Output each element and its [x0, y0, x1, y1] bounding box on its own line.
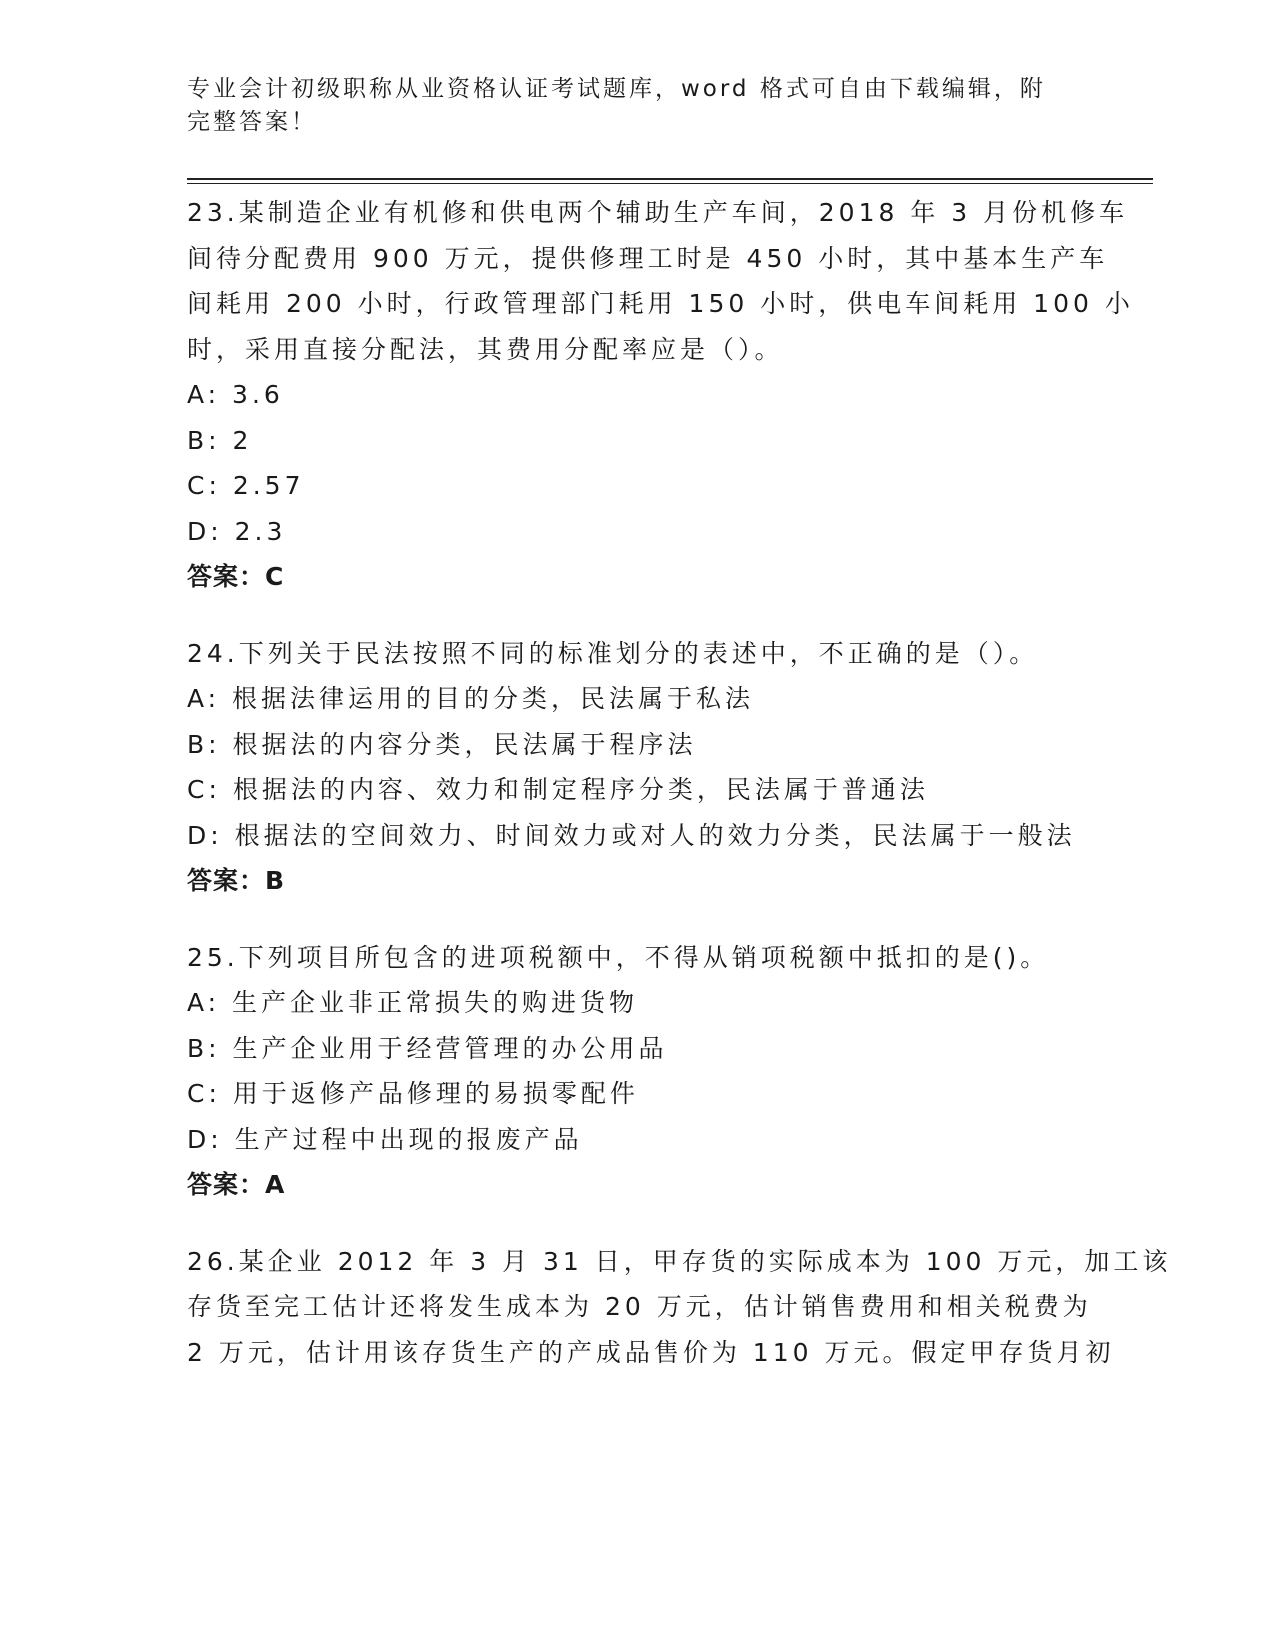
answer-label: 答案：B	[187, 866, 286, 895]
option-b: B: 生产企业用于经营管理的办公用品	[187, 1033, 668, 1063]
answer-label: 答案：C	[187, 562, 285, 591]
header-divider-thin	[187, 183, 1153, 184]
option-d: D: 生产过程中出现的报废产品	[187, 1124, 583, 1154]
question-stem-line: 时，采用直接分配法，其费用分配率应是（）。	[187, 334, 784, 364]
answer-label: 答案：A	[187, 1170, 286, 1199]
header-divider-thick	[187, 178, 1153, 180]
question-stem-line: 间待分配费用 900 万元，提供修理工时是 450 小时，其中基本生产车	[187, 243, 1109, 273]
question-stem-line: 2 万元，估计用该存货生产的产成品售价为 110 万元。假定甲存货月初	[187, 1337, 1115, 1367]
option-d: D: 根据法的空间效力、时间效力或对人的效力分类，民法属于一般法	[187, 820, 1076, 850]
option-b: B: 根据法的内容分类，民法属于程序法	[187, 729, 697, 759]
option-c: C: 根据法的内容、效力和制定程序分类，民法属于普通法	[187, 775, 929, 804]
option-b: B: 2	[187, 425, 253, 455]
question-list	[187, 190, 1172, 1406]
question-stem-line: 24.下列关于民法按照不同的标准划分的表述中，不正确的是（）。	[187, 638, 1039, 668]
question-24	[187, 631, 1087, 904]
question-stem-line: 23.某制造企业有机修和供电两个辅助生产车间，2018 年 3 月份机修车	[187, 198, 1129, 227]
option-d: D: 2.3	[187, 516, 287, 546]
option-a: A: 根据法律运用的目的分类，民法属于私法	[187, 684, 755, 713]
question-stem-line: 存货至完工估计还将发生成本为 20 万元，估计销售费用和相关税费为	[187, 1292, 1092, 1321]
option-a: A: 生产企业非正常损失的购进货物	[187, 988, 639, 1017]
question-23	[187, 190, 1134, 600]
question-25	[187, 935, 1087, 1208]
document-header: 专业会计初级职称从业资格认证考试题库，word 格式可自由下载编辑，附完整答案！	[187, 76, 1046, 135]
option-c: C: 2.57	[187, 471, 305, 500]
question-stem-line: 26.某企业 2012 年 3 月 31 日，甲存货的实际成本为 100 万元，加工该	[187, 1246, 1172, 1276]
question-stem-line: 25.下列项目所包含的进项税额中，不得从销项税额中抵扣的是()。	[187, 942, 1050, 972]
option-a: A: 3.6	[187, 380, 284, 409]
question-stem-line: 间耗用 200 小时，行政管理部门耗用 150 小时，供电车间耗用 100 小	[187, 289, 1134, 318]
option-c: C: 用于返修产品修理的易损零配件	[187, 1079, 639, 1108]
question-26	[187, 1239, 1172, 1376]
